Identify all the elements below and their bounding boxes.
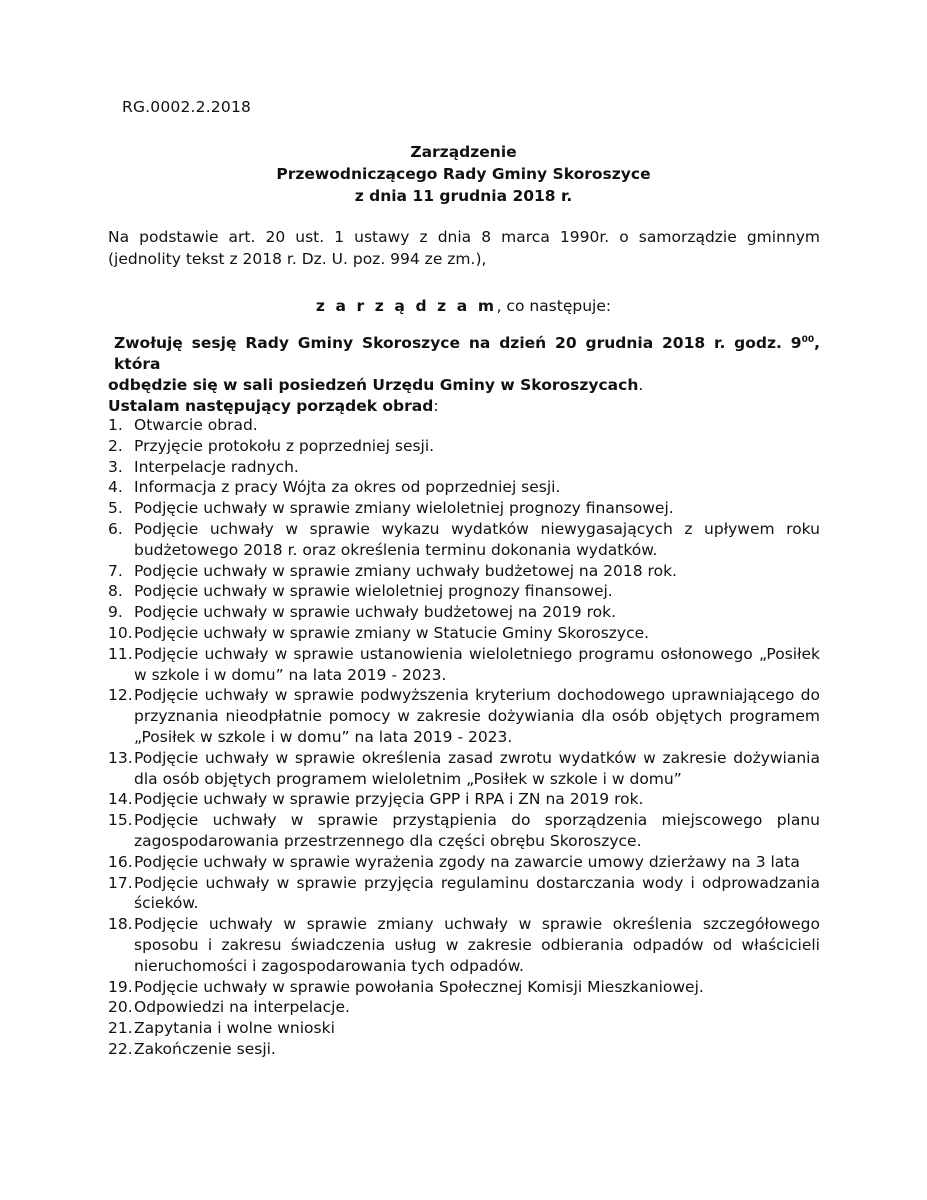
agenda-item-text: Podjęcie uchwały w sprawie zmiany uchwały budżetowej na 2018 rok. [134, 561, 677, 580]
agenda-item [108, 852, 820, 873]
agenda-item [108, 997, 820, 1018]
punctuation: . [638, 376, 644, 395]
agenda-item-text: Podjęcie uchwały w sprawie przystąpienia do sporządzenia miejscowego planu zagospodarowania przestrzennego dla części obrębu Skoroszyce. [134, 811, 820, 850]
agenda-item-text: Otwarcie obrad. [134, 416, 258, 434]
agenda-item [108, 685, 820, 747]
agenda-item-text: Podjęcie uchwały w sprawie podwyższenia kryterium dochodowego uprawniającego do przyznania nieodpłatnie pomocy w zakresie dożywiania dla osób objętych programem „Posiłek w szkole i w domu” na lata 2019 - 2023. [134, 686, 820, 746]
convocation-line-3 [108, 396, 820, 417]
decree-word: z a r z ą d z a m [315, 297, 497, 315]
agenda-item [108, 602, 820, 623]
agenda-item [108, 748, 820, 790]
agenda-item-number: 4. [108, 478, 123, 497]
title-line-3: z dnia 11 grudnia 2018 r. [354, 187, 573, 205]
agenda-item [108, 477, 820, 498]
agenda-item-text: Podjęcie uchwały w sprawie zmiany wieloletniej prognozy finansowej. [134, 499, 674, 518]
agenda-item-text: Podjęcie uchwały w sprawie powołania Społecznej Komisji Mieszkaniowej. [134, 977, 704, 996]
convocation-text: Zwołuję sesję Rady Gminy Skoroszyce na dzień 20 grudnia 2018 r. godz. 9 [114, 334, 802, 353]
agenda-item-number: 20. [108, 998, 133, 1017]
agenda-item-text: Podjęcie uchwały w sprawie przyjęcia regulaminu dostarczania wody i odprowadzania ścieków. [134, 873, 820, 913]
convocation-paragraph [108, 330, 820, 417]
document-title [0, 141, 927, 207]
agenda-item [108, 623, 820, 644]
agenda-item-number: 19. [108, 977, 133, 996]
agenda-item-number: 7. [108, 561, 123, 580]
agenda-item-number: 11. [108, 644, 133, 663]
agenda-item [108, 498, 820, 519]
meeting-location: odbędzie się w sali posiedzeń Urzędu Gminy w Skoroszycach [108, 376, 639, 395]
agenda-list [108, 415, 820, 1060]
legal-basis-paragraph: Na podstawie art. 20 ust. 1 ustawy z dnia 8 marca 1990r. o samorządzie gminnym (jednolity tekst z 2018 r. Dz. U. poz. 994 ze zm.), [108, 228, 820, 268]
agenda-item-number: 22. [108, 1039, 133, 1058]
agenda-item-number: 12. [108, 686, 133, 705]
convocation-line-1 [108, 330, 820, 375]
agenda-item-text: Podjęcie uchwały w sprawie przyjęcia GPP i RPA i ZN na 2019 rok. [134, 790, 644, 809]
agenda-item-number: 5. [108, 499, 123, 518]
agenda-item [108, 457, 820, 478]
agenda-item [108, 873, 820, 915]
decree-rest: , co następuje: [496, 297, 612, 315]
agenda-item-text: Zapytania i wolne wnioski [134, 1019, 335, 1038]
agenda-item [108, 644, 820, 686]
title-line-2: Przewodniczącego Rady Gminy Skoroszyce [276, 165, 651, 183]
agenda-item-text: Przyjęcie protokołu z poprzedniej sesji. [134, 436, 435, 455]
title-line-1: Zarządzenie [410, 143, 517, 161]
agenda-item [108, 1039, 820, 1060]
agenda-item [108, 914, 820, 976]
agenda-item-number: 1. [108, 416, 123, 434]
agenda-item [108, 581, 820, 602]
agenda-item-text: Odpowiedzi na interpelacje. [134, 998, 350, 1017]
agenda-item-number: 15. [108, 811, 133, 830]
agenda-item-text: Zakończenie sesji. [134, 1039, 276, 1058]
agenda-item-number: 21. [108, 1019, 133, 1038]
agenda-item-number: 6. [108, 519, 123, 538]
decree-statement [0, 297, 927, 315]
agenda-item-number: 14. [108, 790, 133, 809]
agenda-item-number: 9. [108, 603, 123, 622]
agenda-intro: Ustalam następujący porządek obrad [108, 397, 434, 416]
agenda-item [108, 519, 820, 561]
agenda-item-number: 18. [108, 915, 133, 934]
agenda-item [108, 789, 820, 810]
agenda-item-text: Interpelacje radnych. [134, 457, 299, 476]
agenda-item-number: 13. [108, 748, 133, 767]
document-reference-number: RG.0002.2.2018 [122, 98, 252, 116]
agenda-item [108, 977, 820, 998]
agenda-item-number: 3. [108, 457, 123, 476]
agenda-item-text: Podjęcie uchwały w sprawie określenia zasad zwrotu wydatków w zakresie dożywiania dla osób objętych programem wieloletnim „Posiłek w szkole i w domu” [134, 748, 820, 788]
agenda-item-text: Podjęcie uchwały w sprawie wykazu wydatków niewygasających z upływem roku budżetowego 2018 r. oraz określenia terminu dokonania wydatków. [134, 519, 820, 559]
agenda-item-number: 16. [108, 852, 133, 871]
agenda-item [108, 415, 820, 436]
punctuation: : [433, 397, 439, 416]
agenda-item [108, 561, 820, 582]
agenda-item-text: Podjęcie uchwały w sprawie zmiany uchwały w sprawie określenia szczegółowego sposobu i zakresu świadczenia usług w zakresie odbierania odpadów od właścicieli nieruchomości i zagospodarowania tych odpadów. [134, 915, 820, 975]
agenda-item-number: 8. [108, 582, 123, 601]
agenda-item-text: Podjęcie uchwały w sprawie zmiany w Statucie Gminy Skoroszyce. [134, 623, 650, 642]
agenda-item-text: Podjęcie uchwały w sprawie ustanowienia wieloletniego programu osłonowego „Posiłek w szkole i w domu” na lata 2019 - 2023. [134, 644, 820, 684]
agenda-item-text: Podjęcie uchwały w sprawie wyrażenia zgody na zawarcie umowy dzierżawy na 3 lata [134, 852, 800, 871]
agenda-item [108, 436, 820, 457]
time-minutes-superscript: 00 [801, 335, 815, 345]
agenda-item [108, 1018, 820, 1039]
agenda-item-text: Podjęcie uchwały w sprawie wieloletniej prognozy finansowej. [134, 582, 613, 601]
agenda-item-number: 2. [108, 436, 123, 455]
agenda-item-text: Podjęcie uchwały w sprawie uchwały budżetowej na 2019 rok. [134, 603, 617, 622]
convocation-line-2 [108, 375, 820, 396]
agenda-item-number: 10. [108, 623, 133, 642]
agenda-item-number: 17. [108, 873, 133, 892]
agenda-item [108, 810, 820, 852]
agenda-item-text: Informacja z pracy Wójta za okres od poprzedniej sesji. [134, 478, 561, 497]
convocation-text-end: , która [114, 334, 820, 374]
